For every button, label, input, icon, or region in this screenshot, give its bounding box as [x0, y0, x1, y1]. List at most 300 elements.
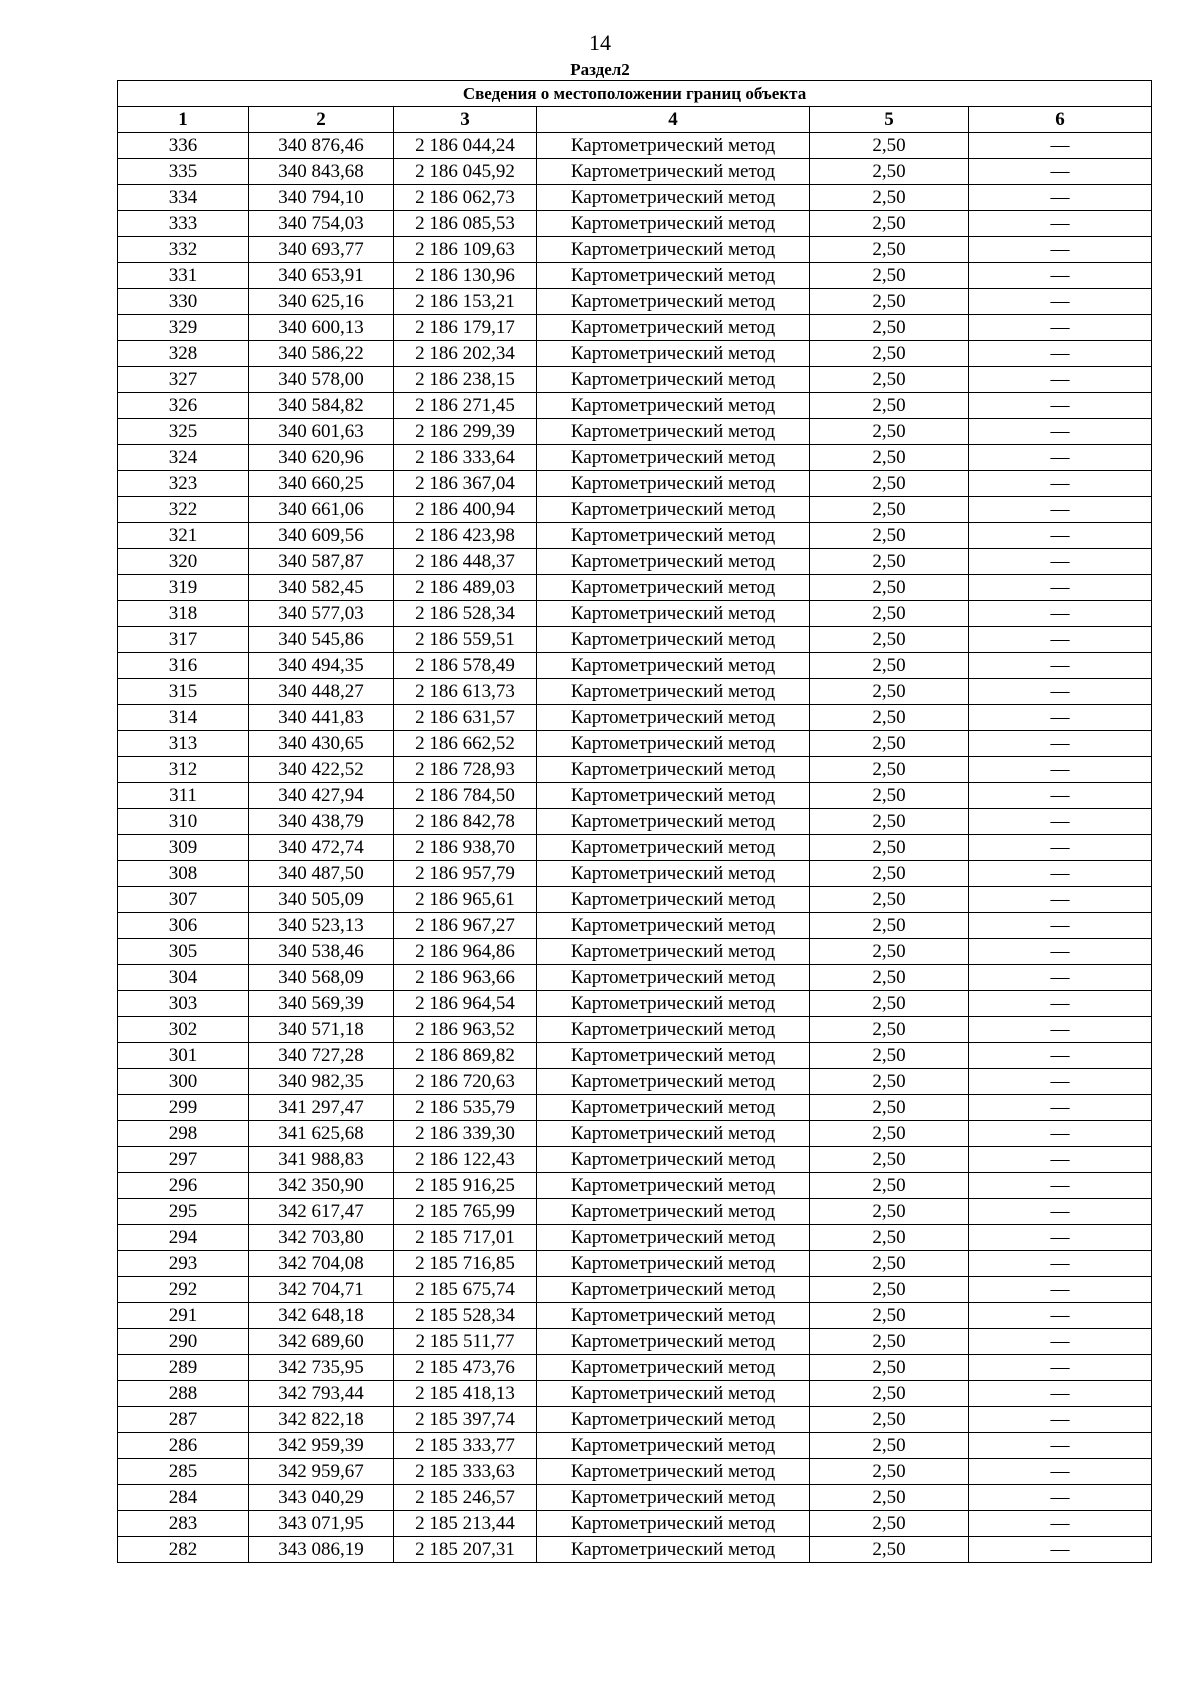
point-number-cell: 304	[118, 965, 249, 991]
column-header: 3	[394, 107, 537, 133]
note-cell: —	[969, 1095, 1152, 1121]
method-cell: Картометрический метод	[537, 523, 810, 549]
x-coordinate-cell: 340 582,45	[249, 575, 394, 601]
table-row	[118, 679, 1152, 705]
y-coordinate-cell: 2 186 613,73	[394, 679, 537, 705]
method-cell: Картометрический метод	[537, 1147, 810, 1173]
method-cell: Картометрический метод	[537, 549, 810, 575]
accuracy-cell: 2,50	[810, 419, 969, 445]
point-number-cell: 297	[118, 1147, 249, 1173]
accuracy-cell: 2,50	[810, 783, 969, 809]
accuracy-cell: 2,50	[810, 861, 969, 887]
accuracy-cell: 2,50	[810, 133, 969, 159]
point-number-cell: 288	[118, 1381, 249, 1407]
point-number-cell: 299	[118, 1095, 249, 1121]
x-coordinate-cell: 343 040,29	[249, 1485, 394, 1511]
accuracy-cell: 2,50	[810, 1355, 969, 1381]
accuracy-cell: 2,50	[810, 1199, 969, 1225]
y-coordinate-cell: 2 186 333,64	[394, 445, 537, 471]
note-cell: —	[969, 497, 1152, 523]
method-cell: Картометрический метод	[537, 627, 810, 653]
point-number-cell: 328	[118, 341, 249, 367]
table-row	[118, 497, 1152, 523]
page-number: 14	[589, 30, 611, 55]
accuracy-cell: 2,50	[810, 1069, 969, 1095]
column-header: 1	[118, 107, 249, 133]
y-coordinate-cell: 2 185 333,63	[394, 1459, 537, 1485]
table-row	[118, 575, 1152, 601]
note-cell: —	[969, 1511, 1152, 1537]
column-header: 5	[810, 107, 969, 133]
y-coordinate-cell: 2 186 130,96	[394, 263, 537, 289]
note-cell: —	[969, 1303, 1152, 1329]
accuracy-cell: 2,50	[810, 1147, 969, 1173]
column-header: 4	[537, 107, 810, 133]
table-row	[118, 1433, 1152, 1459]
point-number-cell: 321	[118, 523, 249, 549]
y-coordinate-cell: 2 186 957,79	[394, 861, 537, 887]
y-coordinate-cell: 2 185 916,25	[394, 1173, 537, 1199]
accuracy-cell: 2,50	[810, 991, 969, 1017]
table-row	[118, 419, 1152, 445]
x-coordinate-cell: 342 648,18	[249, 1303, 394, 1329]
point-number-cell: 316	[118, 653, 249, 679]
x-coordinate-cell: 341 625,68	[249, 1121, 394, 1147]
note-cell: —	[969, 1277, 1152, 1303]
table-row	[118, 783, 1152, 809]
x-coordinate-cell: 342 617,47	[249, 1199, 394, 1225]
y-coordinate-cell: 2 186 339,30	[394, 1121, 537, 1147]
table-row	[118, 289, 1152, 315]
point-number-cell: 335	[118, 159, 249, 185]
note-cell: —	[969, 523, 1152, 549]
method-cell: Картометрический метод	[537, 757, 810, 783]
accuracy-cell: 2,50	[810, 263, 969, 289]
accuracy-cell: 2,50	[810, 185, 969, 211]
column-header: 2	[249, 107, 394, 133]
table-row	[118, 731, 1152, 757]
point-number-cell: 283	[118, 1511, 249, 1537]
table-row	[118, 367, 1152, 393]
note-cell: —	[969, 887, 1152, 913]
note-cell: —	[969, 1433, 1152, 1459]
table-row	[118, 133, 1152, 159]
x-coordinate-cell: 340 587,87	[249, 549, 394, 575]
column-header: 6	[969, 107, 1152, 133]
method-cell: Картометрический метод	[537, 497, 810, 523]
method-cell: Картометрический метод	[537, 991, 810, 1017]
note-cell: —	[969, 1355, 1152, 1381]
note-cell: —	[969, 445, 1152, 471]
table-row	[118, 653, 1152, 679]
note-cell: —	[969, 575, 1152, 601]
method-cell: Картометрический метод	[537, 445, 810, 471]
table-row	[118, 809, 1152, 835]
method-cell: Картометрический метод	[537, 1511, 810, 1537]
table-row	[118, 445, 1152, 471]
point-number-cell: 312	[118, 757, 249, 783]
y-coordinate-cell: 2 186 423,98	[394, 523, 537, 549]
table-row	[118, 1511, 1152, 1537]
note-cell: —	[969, 263, 1152, 289]
y-coordinate-cell: 2 186 728,93	[394, 757, 537, 783]
point-number-cell: 325	[118, 419, 249, 445]
accuracy-cell: 2,50	[810, 341, 969, 367]
point-number-cell: 305	[118, 939, 249, 965]
note-cell: —	[969, 419, 1152, 445]
note-cell: —	[969, 1537, 1152, 1563]
point-number-cell: 327	[118, 367, 249, 393]
note-cell: —	[969, 1407, 1152, 1433]
note-cell: —	[969, 1225, 1152, 1251]
table-row	[118, 601, 1152, 627]
table-row	[118, 757, 1152, 783]
note-cell: —	[969, 1069, 1152, 1095]
x-coordinate-cell: 340 620,96	[249, 445, 394, 471]
point-number-cell: 308	[118, 861, 249, 887]
note-cell: —	[969, 991, 1152, 1017]
x-coordinate-cell: 342 704,08	[249, 1251, 394, 1277]
method-cell: Картометрический метод	[537, 471, 810, 497]
accuracy-cell: 2,50	[810, 1225, 969, 1251]
table-row	[118, 1329, 1152, 1355]
x-coordinate-cell: 340 661,06	[249, 497, 394, 523]
method-cell: Картометрический метод	[537, 731, 810, 757]
x-coordinate-cell: 340 538,46	[249, 939, 394, 965]
point-number-cell: 326	[118, 393, 249, 419]
x-coordinate-cell: 342 959,67	[249, 1459, 394, 1485]
note-cell: —	[969, 757, 1152, 783]
table-row	[118, 1381, 1152, 1407]
point-number-cell: 302	[118, 1017, 249, 1043]
x-coordinate-cell: 340 625,16	[249, 289, 394, 315]
method-cell: Картометрический метод	[537, 393, 810, 419]
y-coordinate-cell: 2 186 271,45	[394, 393, 537, 419]
note-cell: —	[969, 653, 1152, 679]
accuracy-cell: 2,50	[810, 1433, 969, 1459]
x-coordinate-cell: 340 427,94	[249, 783, 394, 809]
accuracy-cell: 2,50	[810, 757, 969, 783]
y-coordinate-cell: 2 186 964,86	[394, 939, 537, 965]
y-coordinate-cell: 2 185 675,74	[394, 1277, 537, 1303]
point-number-cell: 296	[118, 1173, 249, 1199]
x-coordinate-cell: 340 448,27	[249, 679, 394, 705]
table-title: Сведения о местоположении границ объекта	[118, 81, 1152, 107]
y-coordinate-cell: 2 186 535,79	[394, 1095, 537, 1121]
accuracy-cell: 2,50	[810, 1095, 969, 1121]
note-cell: —	[969, 1017, 1152, 1043]
note-cell: —	[969, 705, 1152, 731]
method-cell: Картометрический метод	[537, 367, 810, 393]
method-cell: Картометрический метод	[537, 1173, 810, 1199]
y-coordinate-cell: 2 186 400,94	[394, 497, 537, 523]
y-coordinate-cell: 2 185 207,31	[394, 1537, 537, 1563]
y-coordinate-cell: 2 185 397,74	[394, 1407, 537, 1433]
x-coordinate-cell: 340 653,91	[249, 263, 394, 289]
note-cell: —	[969, 1147, 1152, 1173]
table-row	[118, 549, 1152, 575]
method-cell: Картометрический метод	[537, 1485, 810, 1511]
method-cell: Картометрический метод	[537, 783, 810, 809]
note-cell: —	[969, 159, 1152, 185]
x-coordinate-cell: 340 422,52	[249, 757, 394, 783]
table-row	[118, 705, 1152, 731]
table-row	[118, 939, 1152, 965]
accuracy-cell: 2,50	[810, 1459, 969, 1485]
accuracy-cell: 2,50	[810, 1017, 969, 1043]
y-coordinate-cell: 2 186 842,78	[394, 809, 537, 835]
x-coordinate-cell: 340 505,09	[249, 887, 394, 913]
method-cell: Картометрический метод	[537, 237, 810, 263]
x-coordinate-cell: 342 689,60	[249, 1329, 394, 1355]
point-number-cell: 298	[118, 1121, 249, 1147]
method-cell: Картометрический метод	[537, 133, 810, 159]
y-coordinate-cell: 2 186 238,15	[394, 367, 537, 393]
method-cell: Картометрический метод	[537, 1381, 810, 1407]
table-row	[118, 1459, 1152, 1485]
table-row	[118, 315, 1152, 341]
accuracy-cell: 2,50	[810, 367, 969, 393]
note-cell: —	[969, 1251, 1152, 1277]
point-number-cell: 286	[118, 1433, 249, 1459]
accuracy-cell: 2,50	[810, 627, 969, 653]
accuracy-cell: 2,50	[810, 159, 969, 185]
x-coordinate-cell: 340 438,79	[249, 809, 394, 835]
x-coordinate-cell: 340 586,22	[249, 341, 394, 367]
note-cell: —	[969, 1381, 1152, 1407]
accuracy-cell: 2,50	[810, 653, 969, 679]
y-coordinate-cell: 2 186 109,63	[394, 237, 537, 263]
table-row	[118, 1199, 1152, 1225]
table-row	[118, 263, 1152, 289]
y-coordinate-cell: 2 186 448,37	[394, 549, 537, 575]
table-row	[118, 835, 1152, 861]
table-row	[118, 861, 1152, 887]
table-row	[118, 1537, 1152, 1563]
point-number-cell: 306	[118, 913, 249, 939]
table-row	[118, 991, 1152, 1017]
note-cell: —	[969, 315, 1152, 341]
y-coordinate-cell: 2 186 964,54	[394, 991, 537, 1017]
x-coordinate-cell: 340 571,18	[249, 1017, 394, 1043]
x-coordinate-cell: 342 822,18	[249, 1407, 394, 1433]
method-cell: Картометрический метод	[537, 263, 810, 289]
point-number-cell: 329	[118, 315, 249, 341]
x-coordinate-cell: 340 584,82	[249, 393, 394, 419]
note-cell: —	[969, 367, 1152, 393]
accuracy-cell: 2,50	[810, 705, 969, 731]
x-coordinate-cell: 340 487,50	[249, 861, 394, 887]
method-cell: Картометрический метод	[537, 809, 810, 835]
method-cell: Картометрический метод	[537, 419, 810, 445]
point-number-cell: 322	[118, 497, 249, 523]
method-cell: Картометрический метод	[537, 1095, 810, 1121]
accuracy-cell: 2,50	[810, 965, 969, 991]
method-cell: Картометрический метод	[537, 315, 810, 341]
table-row	[118, 1303, 1152, 1329]
y-coordinate-cell: 2 186 299,39	[394, 419, 537, 445]
y-coordinate-cell: 2 185 765,99	[394, 1199, 537, 1225]
accuracy-cell: 2,50	[810, 211, 969, 237]
y-coordinate-cell: 2 186 044,24	[394, 133, 537, 159]
x-coordinate-cell: 340 754,03	[249, 211, 394, 237]
note-cell: —	[969, 237, 1152, 263]
point-number-cell: 301	[118, 1043, 249, 1069]
accuracy-cell: 2,50	[810, 939, 969, 965]
x-coordinate-cell: 340 545,86	[249, 627, 394, 653]
x-coordinate-cell: 340 843,68	[249, 159, 394, 185]
x-coordinate-cell: 342 703,80	[249, 1225, 394, 1251]
x-coordinate-cell: 340 494,35	[249, 653, 394, 679]
table-row	[118, 471, 1152, 497]
table-row	[118, 1121, 1152, 1147]
accuracy-cell: 2,50	[810, 289, 969, 315]
x-coordinate-cell: 340 794,10	[249, 185, 394, 211]
point-number-cell: 336	[118, 133, 249, 159]
note-cell: —	[969, 1485, 1152, 1511]
note-cell: —	[969, 939, 1152, 965]
method-cell: Картометрический метод	[537, 159, 810, 185]
y-coordinate-cell: 2 185 511,77	[394, 1329, 537, 1355]
x-coordinate-cell: 340 430,65	[249, 731, 394, 757]
x-coordinate-cell: 340 577,03	[249, 601, 394, 627]
accuracy-cell: 2,50	[810, 471, 969, 497]
point-number-cell: 285	[118, 1459, 249, 1485]
method-cell: Картометрический метод	[537, 653, 810, 679]
table-row	[118, 887, 1152, 913]
accuracy-cell: 2,50	[810, 237, 969, 263]
note-cell: —	[969, 783, 1152, 809]
note-cell: —	[969, 1199, 1152, 1225]
accuracy-cell: 2,50	[810, 601, 969, 627]
point-number-cell: 333	[118, 211, 249, 237]
accuracy-cell: 2,50	[810, 1121, 969, 1147]
accuracy-cell: 2,50	[810, 315, 969, 341]
table-row	[118, 1407, 1152, 1433]
table-row	[118, 913, 1152, 939]
accuracy-cell: 2,50	[810, 1277, 969, 1303]
point-number-cell: 311	[118, 783, 249, 809]
method-cell: Картометрический метод	[537, 913, 810, 939]
accuracy-cell: 2,50	[810, 1511, 969, 1537]
table-row	[118, 1251, 1152, 1277]
x-coordinate-cell: 343 086,19	[249, 1537, 394, 1563]
method-cell: Картометрический метод	[537, 1459, 810, 1485]
column-header-row	[118, 107, 1152, 133]
point-number-cell: 307	[118, 887, 249, 913]
table-body	[118, 133, 1152, 1563]
y-coordinate-cell: 2 186 179,17	[394, 315, 537, 341]
point-number-cell: 324	[118, 445, 249, 471]
section-title: Раздел2	[570, 60, 630, 79]
table-row	[118, 1355, 1152, 1381]
method-cell: Картометрический метод	[537, 1303, 810, 1329]
x-coordinate-cell: 340 569,39	[249, 991, 394, 1017]
y-coordinate-cell: 2 185 418,13	[394, 1381, 537, 1407]
accuracy-cell: 2,50	[810, 1173, 969, 1199]
x-coordinate-cell: 342 704,71	[249, 1277, 394, 1303]
note-cell: —	[969, 731, 1152, 757]
y-coordinate-cell: 2 185 716,85	[394, 1251, 537, 1277]
x-coordinate-cell: 340 601,63	[249, 419, 394, 445]
point-number-cell: 318	[118, 601, 249, 627]
y-coordinate-cell: 2 186 963,52	[394, 1017, 537, 1043]
accuracy-cell: 2,50	[810, 497, 969, 523]
x-coordinate-cell: 340 609,56	[249, 523, 394, 549]
method-cell: Картометрический метод	[537, 939, 810, 965]
x-coordinate-cell: 340 523,13	[249, 913, 394, 939]
y-coordinate-cell: 2 186 153,21	[394, 289, 537, 315]
table-row	[118, 393, 1152, 419]
point-number-cell: 287	[118, 1407, 249, 1433]
method-cell: Картометрический метод	[537, 679, 810, 705]
point-number-cell: 290	[118, 1329, 249, 1355]
x-coordinate-cell: 340 693,77	[249, 237, 394, 263]
x-coordinate-cell: 340 982,35	[249, 1069, 394, 1095]
accuracy-cell: 2,50	[810, 393, 969, 419]
note-cell: —	[969, 601, 1152, 627]
method-cell: Картометрический метод	[537, 185, 810, 211]
table-row	[118, 159, 1152, 185]
point-number-cell: 310	[118, 809, 249, 835]
point-number-cell: 284	[118, 1485, 249, 1511]
x-coordinate-cell: 341 297,47	[249, 1095, 394, 1121]
table-row	[118, 965, 1152, 991]
method-cell: Картометрический метод	[537, 601, 810, 627]
x-coordinate-cell: 342 350,90	[249, 1173, 394, 1199]
accuracy-cell: 2,50	[810, 1537, 969, 1563]
note-cell: —	[969, 965, 1152, 991]
note-cell: —	[969, 627, 1152, 653]
y-coordinate-cell: 2 185 717,01	[394, 1225, 537, 1251]
note-cell: —	[969, 341, 1152, 367]
note-cell: —	[969, 1173, 1152, 1199]
accuracy-cell: 2,50	[810, 1303, 969, 1329]
x-coordinate-cell: 340 727,28	[249, 1043, 394, 1069]
accuracy-cell: 2,50	[810, 1485, 969, 1511]
table-row	[118, 1017, 1152, 1043]
note-cell: —	[969, 835, 1152, 861]
accuracy-cell: 2,50	[810, 523, 969, 549]
table-row	[118, 1043, 1152, 1069]
accuracy-cell: 2,50	[810, 679, 969, 705]
y-coordinate-cell: 2 186 963,66	[394, 965, 537, 991]
y-coordinate-cell: 2 186 367,04	[394, 471, 537, 497]
point-number-cell: 334	[118, 185, 249, 211]
boundary-coordinates-table	[117, 80, 1152, 1563]
point-number-cell: 315	[118, 679, 249, 705]
x-coordinate-cell: 340 472,74	[249, 835, 394, 861]
note-cell: —	[969, 393, 1152, 419]
point-number-cell: 332	[118, 237, 249, 263]
table-row	[118, 1095, 1152, 1121]
point-number-cell: 282	[118, 1537, 249, 1563]
note-cell: —	[969, 185, 1152, 211]
y-coordinate-cell: 2 185 473,76	[394, 1355, 537, 1381]
point-number-cell: 303	[118, 991, 249, 1017]
note-cell: —	[969, 211, 1152, 237]
y-coordinate-cell: 2 186 489,03	[394, 575, 537, 601]
accuracy-cell: 2,50	[810, 731, 969, 757]
note-cell: —	[969, 1121, 1152, 1147]
table-row	[118, 1069, 1152, 1095]
point-number-cell: 294	[118, 1225, 249, 1251]
y-coordinate-cell: 2 186 967,27	[394, 913, 537, 939]
y-coordinate-cell: 2 186 062,73	[394, 185, 537, 211]
method-cell: Картометрический метод	[537, 1069, 810, 1095]
x-coordinate-cell: 340 578,00	[249, 367, 394, 393]
point-number-cell: 323	[118, 471, 249, 497]
